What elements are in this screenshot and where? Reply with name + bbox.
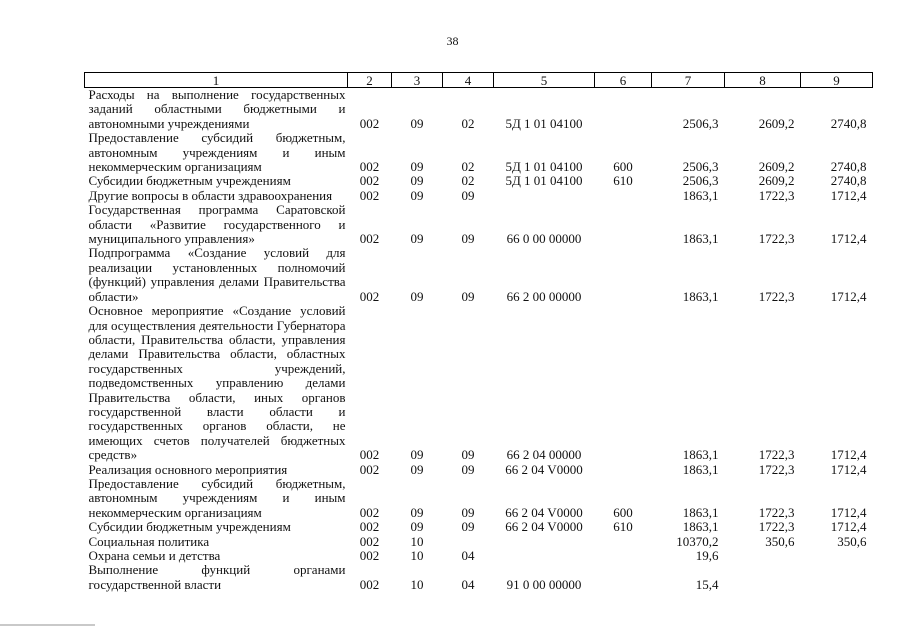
row-subsection-cell: 09 — [461, 288, 475, 304]
table-row — [85, 189, 873, 203]
row-ministry-code-cell: 002 — [359, 187, 380, 203]
column-header: 5 — [494, 73, 595, 88]
row-target-article-cell — [494, 189, 595, 203]
row-expense-type-cell — [595, 246, 652, 304]
column-header: 2 — [348, 73, 392, 88]
table-row — [85, 304, 873, 462]
row-section-cell: 09 — [410, 519, 424, 535]
row-target-article-cell: 66 0 00 00000 — [506, 231, 582, 247]
row-subsection-cell — [443, 535, 494, 549]
row-amount-year2-cell: 1722,3 — [758, 519, 795, 535]
row-expense-type-cell — [595, 304, 652, 462]
column-header: 7 — [652, 73, 725, 88]
row-amount-year2-cell: 350,6 — [765, 533, 795, 549]
row-ministry-code-cell: 002 — [359, 519, 380, 535]
row-subsection-cell: 02 — [461, 173, 475, 189]
table-row — [85, 520, 873, 534]
row-amount-year2-cell: 2609,2 — [758, 159, 795, 175]
table-row — [85, 174, 873, 188]
table-row — [85, 131, 873, 174]
row-section-cell: 09 — [410, 187, 424, 203]
row-amount-year3-cell: 1712,4 — [830, 288, 867, 304]
row-amount-year2-cell — [725, 563, 801, 592]
row-amount-year1-cell: 1863,1 — [682, 519, 719, 535]
table-row — [85, 203, 873, 246]
column-header: 6 — [595, 73, 652, 88]
row-amount-year3-cell: 1712,4 — [830, 447, 867, 463]
row-amount-year3-cell — [801, 563, 873, 592]
row-ministry-code-cell: 002 — [359, 504, 380, 520]
table-row — [85, 549, 873, 563]
table-row — [85, 463, 873, 477]
row-amount-year3-cell: 2740,8 — [830, 173, 867, 189]
row-name-cell: Расходы на выполнение государственных заданий областными бюджетными и автономными учреждениями — [88, 87, 346, 131]
row-section-cell: 09 — [410, 288, 424, 304]
row-subsection-cell: 04 — [461, 548, 475, 563]
row-expense-type-cell: 610 — [613, 519, 633, 535]
table-row — [85, 535, 873, 549]
row-amount-year2-cell: 1722,3 — [758, 461, 795, 477]
row-amount-year2-cell — [725, 549, 801, 563]
row-expense-type-cell — [595, 203, 652, 246]
row-section-cell: 10 — [410, 533, 424, 549]
row-amount-year3-cell: 2740,8 — [830, 159, 867, 175]
row-amount-year1-cell: 1863,1 — [682, 187, 719, 203]
row-name-cell: Основное мероприятие «Создание условий для осуществления деятельности Губернатора области, Правительства области, управления делами Правительства области, областных государственных учреждений, подведомственных управлению делами Правительства области, иных органов государственной власти области и государственных органов области, не имеющих счетов получателей бюджетных средств» — [88, 303, 346, 463]
row-subsection-cell: 09 — [461, 447, 475, 463]
row-subsection-cell: 09 — [461, 187, 475, 203]
row-amount-year2-cell: 1722,3 — [758, 504, 795, 520]
row-amount-year2-cell: 2609,2 — [758, 173, 795, 189]
row-name-cell: Субсидии бюджетным учреждениям — [88, 519, 291, 535]
column-header: 9 — [801, 73, 873, 88]
row-amount-year1-cell: 1863,1 — [682, 231, 719, 247]
row-subsection-cell: 09 — [461, 231, 475, 247]
row-subsection-cell: 09 — [461, 461, 475, 477]
column-header: 1 — [85, 73, 348, 88]
row-amount-year2-cell: 1722,3 — [758, 447, 795, 463]
column-number-header-row — [85, 73, 873, 88]
row-expense-type-cell — [595, 535, 652, 549]
row-name-cell: Предоставление субсидий бюджетным, автономным учреждениям и иным некоммерческим организациям — [88, 130, 346, 175]
row-ministry-code-cell: 002 — [359, 231, 380, 247]
row-section-cell: 09 — [410, 447, 424, 463]
row-amount-year3-cell: 2740,8 — [830, 115, 867, 131]
row-amount-year2-cell: 1722,3 — [758, 187, 795, 203]
row-target-article-cell: 5Д 1 01 04100 — [505, 159, 583, 175]
row-amount-year2-cell: 1722,3 — [758, 231, 795, 247]
row-target-article-cell — [494, 535, 595, 549]
row-amount-year3-cell — [801, 549, 873, 563]
column-header: 8 — [725, 73, 801, 88]
row-target-article-cell: 66 2 04 V0000 — [505, 504, 583, 520]
row-target-article-cell: 66 2 04 00000 — [506, 447, 582, 463]
row-ministry-code-cell: 002 — [359, 548, 380, 563]
row-target-article-cell — [494, 549, 595, 563]
row-ministry-code-cell: 002 — [359, 159, 380, 175]
row-target-article-cell: 5Д 1 01 04100 — [505, 115, 583, 131]
row-amount-year1-cell: 19,6 — [695, 548, 719, 563]
row-section-cell: 09 — [410, 159, 424, 175]
row-subsection-cell: 02 — [461, 159, 475, 175]
column-header: 3 — [392, 73, 443, 88]
row-name-cell: Другие вопросы в области здравоохранения — [88, 187, 333, 203]
row-target-article-cell: 66 2 04 V0000 — [505, 461, 583, 477]
table-row — [85, 477, 873, 520]
row-amount-year2-cell: 1722,3 — [758, 288, 795, 304]
table-row — [85, 88, 873, 132]
row-amount-year1-cell: 1863,1 — [682, 447, 719, 463]
row-section-cell: 10 — [410, 576, 424, 592]
row-amount-year1-cell: 2506,3 — [682, 159, 719, 175]
row-expense-type-cell: 600 — [613, 504, 633, 520]
budget-table — [84, 72, 873, 592]
row-target-article-cell: 66 2 00 00000 — [506, 288, 582, 304]
row-expense-type-cell — [595, 88, 652, 132]
column-header: 4 — [443, 73, 494, 88]
scan-edge-mark — [0, 624, 95, 626]
row-ministry-code-cell: 002 — [359, 288, 380, 304]
row-amount-year2-cell: 2609,2 — [758, 115, 795, 131]
row-name-cell: Охрана семьи и детства — [88, 548, 221, 563]
row-ministry-code-cell: 002 — [359, 533, 380, 549]
row-amount-year1-cell: 2506,3 — [682, 173, 719, 189]
row-name-cell: Подпрограмма «Создание условий для реализации установленных полномочий (функций) управления делами Правительства области» — [88, 245, 346, 304]
page-number: 38 — [446, 34, 459, 48]
table-row — [85, 246, 873, 304]
table-row — [85, 563, 873, 592]
row-subsection-cell: 02 — [461, 115, 475, 131]
row-target-article-cell: 91 0 00 00000 — [506, 576, 582, 592]
row-ministry-code-cell: 002 — [359, 447, 380, 463]
row-amount-year3-cell: 350,6 — [837, 533, 867, 549]
row-amount-year1-cell: 2506,3 — [682, 115, 719, 131]
row-amount-year3-cell: 1712,4 — [830, 187, 867, 203]
row-amount-year1-cell: 15,4 — [695, 576, 719, 592]
row-amount-year1-cell: 10370,2 — [676, 533, 719, 549]
row-expense-type-cell: 600 — [613, 159, 633, 175]
row-name-cell: Государственная программа Саратовской области «Развитие государственного и муниципального управления» — [88, 202, 346, 247]
row-subsection-cell: 04 — [461, 576, 475, 592]
row-ministry-code-cell: 002 — [359, 576, 380, 592]
row-section-cell: 10 — [410, 548, 424, 563]
row-name-cell: Предоставление субсидий бюджетным, автономным учреждениям и иным некоммерческим организациям — [88, 475, 346, 520]
row-expense-type-cell — [595, 563, 652, 592]
row-amount-year3-cell: 1712,4 — [830, 519, 867, 535]
row-subsection-cell: 09 — [461, 519, 475, 535]
row-section-cell: 09 — [410, 461, 424, 477]
row-amount-year3-cell: 1712,4 — [830, 461, 867, 477]
row-ministry-code-cell: 002 — [359, 115, 380, 131]
row-name-cell: Выполнение функций органами государственной власти — [88, 562, 346, 592]
row-name-cell: Субсидии бюджетным учреждениям — [88, 173, 291, 189]
row-name-cell: Реализация основного мероприятия — [88, 461, 288, 477]
row-expense-type-cell — [595, 549, 652, 563]
row-amount-year1-cell: 1863,1 — [682, 461, 719, 477]
row-section-cell: 09 — [410, 115, 424, 131]
row-name-cell: Социальная политика — [88, 533, 210, 549]
row-target-article-cell: 66 2 04 V0000 — [505, 519, 583, 535]
row-ministry-code-cell: 002 — [359, 461, 380, 477]
row-expense-type-cell — [595, 189, 652, 203]
row-subsection-cell: 09 — [461, 504, 475, 520]
row-amount-year3-cell: 1712,4 — [830, 504, 867, 520]
row-expense-type-cell: 610 — [613, 173, 633, 189]
row-target-article-cell: 5Д 1 01 04100 — [505, 173, 583, 189]
row-section-cell: 09 — [410, 504, 424, 520]
row-amount-year1-cell: 1863,1 — [682, 288, 719, 304]
row-amount-year3-cell: 1712,4 — [830, 231, 867, 247]
row-amount-year1-cell: 1863,1 — [682, 504, 719, 520]
row-section-cell: 09 — [410, 231, 424, 247]
row-section-cell: 09 — [410, 173, 424, 189]
row-expense-type-cell — [595, 463, 652, 477]
row-ministry-code-cell: 002 — [359, 173, 380, 189]
